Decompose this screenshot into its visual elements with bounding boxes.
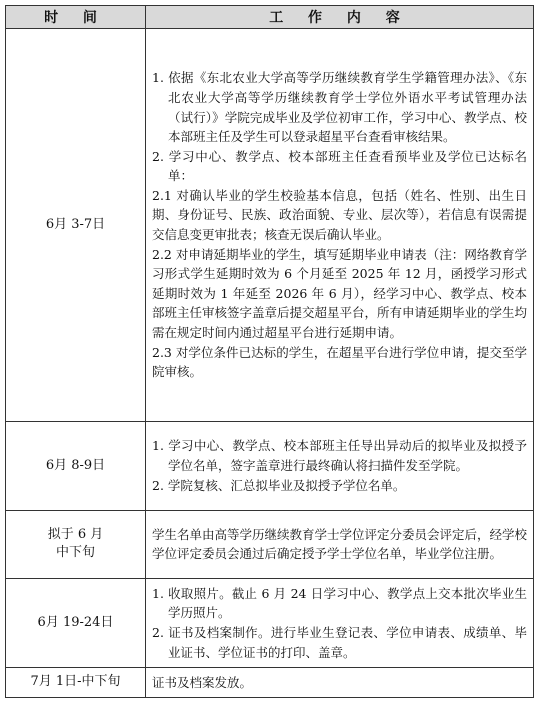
work-cell: [146, 421, 534, 510]
work-item: 1. 学习中心、教学点、校本部班主任导出异动后的拟毕业及拟授予学位名单，签字盖章进行最终确认将扫描件发至学院。: [152, 438, 527, 473]
time-text: 6月 8-9日: [45, 457, 106, 473]
time-text: 7月 1日-中下旬: [30, 674, 121, 690]
work-item: 1. 依据《东北农业大学高等学历继续教育学生学籍管理办法》、《东北农业大学高等学历继续教育学士学位外语水平考试管理办法（试行）》学院完成毕业及学位初审工作，学习中心、教学点、校本部班主任及学生可以登录超星平台查看审核结果。: [152, 70, 527, 145]
work-cell: [146, 29, 534, 422]
table-row: [6, 29, 534, 422]
work-cell: [146, 510, 534, 578]
work-item: 2. 学习中心、教学点、校本部班主任查看预毕业及学位已达标名单：: [152, 148, 527, 184]
table-row: [6, 421, 534, 510]
work-subitem: 2.1 对确认毕业的学生校验基本信息，包括（姓名、性别、出生日期、身份证号、民族、政治面貌、专业、层次等），若信息有误需提交信息变更审批表；核查无误后确认毕业。: [152, 187, 527, 243]
table-row: [6, 510, 534, 578]
time-cell: [6, 667, 146, 697]
work-subitem: 2.3 对学位条件已达标的学生，在超星平台进行学位申请，提交至学院审核。: [152, 344, 527, 380]
time-cell: [6, 510, 146, 578]
work-item: 2. 学院复核、汇总拟毕业及拟授予学位名单。: [152, 477, 406, 493]
work-item: 1. 收取照片。截止 6 月 24 日学习中心、教学点上交本批次毕业生学历照片。: [152, 585, 527, 621]
time-text: 6月 19-24日: [37, 614, 114, 630]
table-row: [6, 579, 534, 668]
schedule-document: [5, 5, 533, 698]
work-item: 2. 证书及档案制作。进行毕业生登记表、学位申请表、成绩单、毕业证书、学位证书的打印、盖章。: [152, 624, 527, 660]
graduation-schedule-table: [5, 5, 534, 698]
time-cell: [6, 29, 146, 422]
time-text: 中下旬: [55, 545, 95, 561]
header-work-content: 工 作 内 容: [146, 6, 534, 29]
time-text: 6月 3-7日: [45, 217, 106, 233]
time-cell: [6, 421, 146, 510]
time-cell: [6, 579, 146, 668]
header-time: 时 间: [6, 6, 146, 29]
work-item: 证书及档案发放。: [152, 674, 253, 690]
work-item: 学生名单由高等学历继续教育学士学位评定分委员会评定后，经学校学位评定委员会通过后确定授予学士学位名单，毕业学位注册。: [152, 526, 528, 562]
table-header-row: [6, 6, 534, 29]
table-row: [6, 667, 534, 697]
work-subitem: 2.2 对申请延期毕业的学生，填写延期毕业申请表（注：网络教育学习形式学生延期时效为 6 个月延至 2025 年 12 月，函授学习形式延期时效为 1 年延至 2026 年 6 月），经学习中心、教学点、校本部班主任审核签字盖章后提交超星平台，所有申请延期毕业的学生均需在规定时间内通过超星平台进行延期申请。: [152, 246, 528, 341]
work-cell: [146, 579, 534, 668]
time-text: 拟于 6 月: [47, 527, 104, 543]
work-cell: [146, 667, 534, 697]
